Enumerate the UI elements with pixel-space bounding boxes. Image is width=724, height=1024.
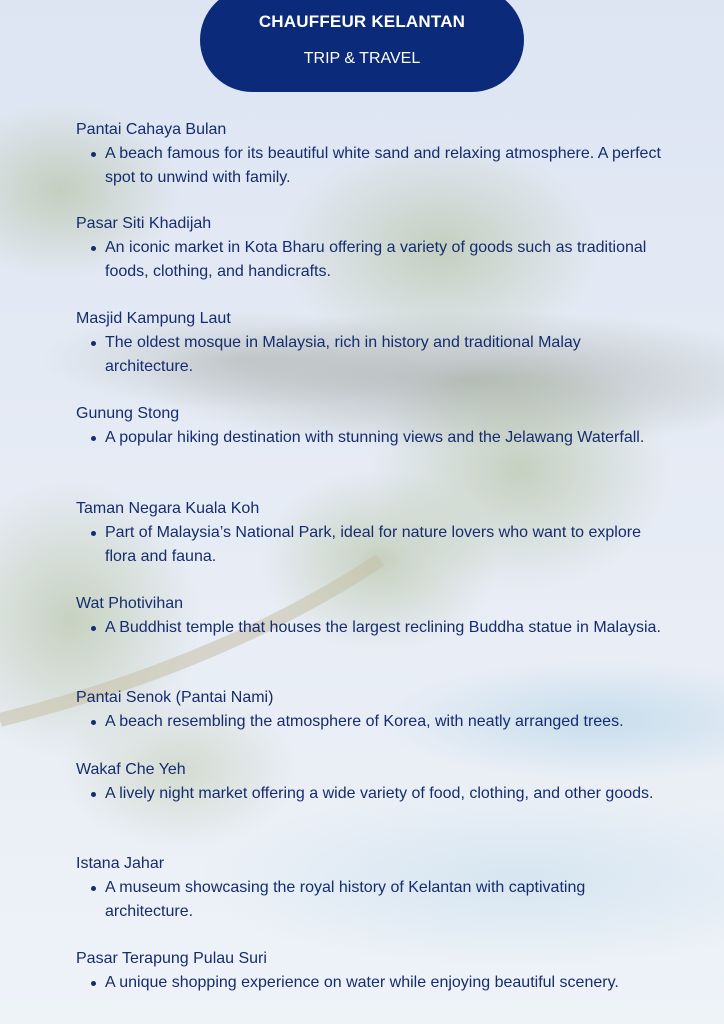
attraction-name: Pasar Terapung Pulau Suri	[76, 950, 267, 967]
attraction-description: Part of Malaysia’s National Park, ideal for nature lovers who want to explore flora and fauna.	[105, 521, 666, 569]
attraction-item	[76, 402, 666, 497]
attraction-item	[76, 497, 666, 592]
attraction-description: A Buddhist temple that houses the largest reclining Buddha statue in Malaysia.	[105, 616, 666, 640]
attraction-description: A beach resembling the atmosphere of Korea, with neatly arranged trees.	[105, 710, 666, 734]
attraction-item	[76, 212, 666, 307]
attraction-item	[76, 686, 666, 758]
attraction-item	[76, 118, 666, 212]
header-banner	[200, 0, 524, 92]
attraction-item	[76, 947, 666, 1007]
attraction-name: Pasar Siti Khadijah	[76, 215, 212, 232]
attraction-item	[76, 852, 666, 947]
attraction-item	[76, 758, 666, 852]
attraction-name: Pantai Senok (Pantai Nami)	[76, 689, 274, 706]
attraction-name: Wat Photivihan	[76, 595, 184, 612]
attraction-name: Pantai Cahaya Bulan	[76, 121, 227, 138]
attraction-name: Masjid Kampung Laut	[76, 310, 231, 327]
attraction-name: Gunung Stong	[76, 405, 180, 422]
attraction-description: A lively night market offering a wide variety of food, clothing, and other goods.	[105, 782, 666, 806]
header-title: CHAUFFEUR KELANTAN	[258, 12, 466, 31]
attraction-name: Istana Jahar	[76, 855, 165, 872]
attraction-item	[76, 592, 666, 686]
attraction-description: An iconic market in Kota Bharu offering a variety of goods such as traditional foods, clothing, and handicrafts.	[105, 236, 666, 284]
attraction-item	[76, 307, 666, 402]
attraction-name: Taman Negara Kuala Koh	[76, 500, 260, 517]
header-subtitle: TRIP & TRAVEL	[303, 50, 421, 67]
attraction-description: A beach famous for its beautiful white sand and relaxing atmosphere. A perfect spot to unwind with family.	[105, 142, 666, 190]
attraction-description: A museum showcasing the royal history of Kelantan with captivating architecture.	[105, 876, 666, 924]
attractions-list	[76, 118, 666, 1007]
attraction-name: Wakaf Che Yeh	[76, 761, 186, 778]
attraction-description: A unique shopping experience on water while enjoying beautiful scenery.	[105, 971, 666, 995]
attraction-description: A popular hiking destination with stunning views and the Jelawang Waterfall.	[105, 426, 666, 450]
attraction-description: The oldest mosque in Malaysia, rich in history and traditional Malay architecture.	[105, 331, 666, 379]
